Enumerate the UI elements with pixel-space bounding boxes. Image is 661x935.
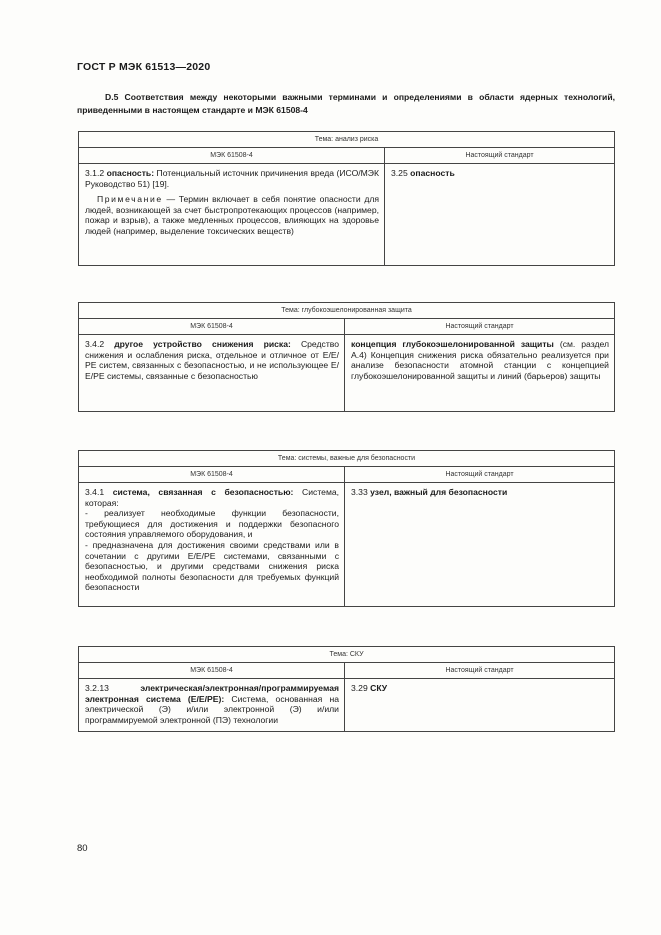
table-theme: Тема: анализ риска (79, 132, 615, 148)
column-header-iec: МЭК 61508-4 (79, 467, 345, 483)
iec-definition-cell (79, 483, 345, 607)
section-title: D.5 Соответствия между некоторыми важными терминами и определениями в области ядерных технологий, приведенными в настоящем стандарте и МЭК 61508-4 (77, 92, 615, 115)
term-number: 3.2.13 (85, 683, 109, 693)
column-header-iec: МЭК 61508-4 (79, 663, 345, 679)
term-name: электрическая/электронная/программируемая электронная система (Е/Е/РЕ): (85, 683, 339, 704)
term-name: опасность: (106, 168, 155, 178)
term-definition: Система, основанная на электрической (Э) и/или электронной (Э) и/или программируемой электронной (ПЭ) технологии (85, 693, 339, 725)
standard-term-cell (345, 679, 615, 732)
definition-list-item: - предназначена для достижения своими средствами или в сочетании с другими Е/Е/РЕ системами, связанными с безопасностью, и другими средствами снижения риска необходимой полноты безопасности для требуемых функций безопасности (85, 539, 339, 593)
column-header-iec: МЭК 61508-4 (79, 319, 345, 335)
term-number: 3.29 (351, 683, 368, 693)
standard-term-cell (385, 164, 615, 266)
column-header-this-standard: Настоящий стандарт (345, 663, 615, 679)
term-definition: Потенциальный источник причинения вреда (ИСО/МЭК Руководство 51) [19]. (85, 168, 379, 189)
standard-term-cell (345, 335, 615, 412)
term-name: концепция глубокоэшелонированной защиты (351, 339, 554, 349)
term-definition: (см. раздел А.4) Концепция снижения риска обязательно реализуется при анализе безопасности атомной станции с концепцией глубокоэшелонированной защиты и линий (барьеров) защиты (351, 339, 610, 381)
table-theme: Тема: системы, важные для безопасности (79, 451, 615, 467)
term-number: 3.4.2 (85, 339, 105, 349)
column-header-iec: МЭК 61508-4 (79, 148, 385, 164)
table-theme: Тема: СКУ (79, 647, 615, 663)
table-theme: Тема: глубокоэшелонированная защита (79, 303, 615, 319)
term-number: 3.4.1 (85, 487, 105, 497)
term-definition: Средство снижения и ослабления риска, отдельное и отличное от Е/Е/РЕ систем, связанных с безопасностью, и не использующее Е/Е/РЕ системы, связанные с безопасностью (85, 339, 340, 381)
note-text: — Термин включает в себя понятие опасности для людей, возникающей за счет быстропротекающих процессов (например, пожар и взрыв), а также медленных процессов, влияющих на здоровье людей (например, выделение токсических веществ) (85, 194, 379, 236)
term-name: система, связанная с безопасностью: (112, 487, 294, 497)
column-header-this-standard: Настоящий стандарт (345, 319, 615, 335)
definition-list-item: - реализует необходимые функции безопасности, требующиеся для достижения и поддержки безопасного состояния управляемого оборудования, и (85, 508, 339, 540)
term-name: СКУ (370, 683, 388, 693)
term-name: другое устройство снижения риска: (114, 339, 291, 349)
term-definition: Система, которая: (85, 487, 340, 508)
iec-definition-cell (79, 164, 385, 266)
term-table-defense-in-depth (78, 302, 615, 412)
term-number: 3.33 (351, 487, 368, 497)
standard-term-cell (345, 483, 615, 607)
term-name: узел, важный для безопасности (370, 487, 508, 497)
iec-definition-cell (79, 679, 345, 732)
term-number: 3.1.2 (85, 168, 105, 178)
page-number: 80 (77, 843, 88, 854)
column-header-this-standard: Настоящий стандарт (385, 148, 615, 164)
term-name: опасность (410, 168, 455, 178)
note-label: Примечание (97, 194, 163, 205)
term-table-safety-systems (78, 450, 615, 607)
column-header-this-standard: Настоящий стандарт (345, 467, 615, 483)
iec-definition-cell (79, 335, 345, 412)
term-table-icu (78, 646, 615, 732)
term-table-risk-analysis (78, 131, 615, 266)
term-number: 3.25 (391, 168, 408, 178)
document-header: ГОСТ Р МЭК 61513—2020 (77, 61, 211, 73)
